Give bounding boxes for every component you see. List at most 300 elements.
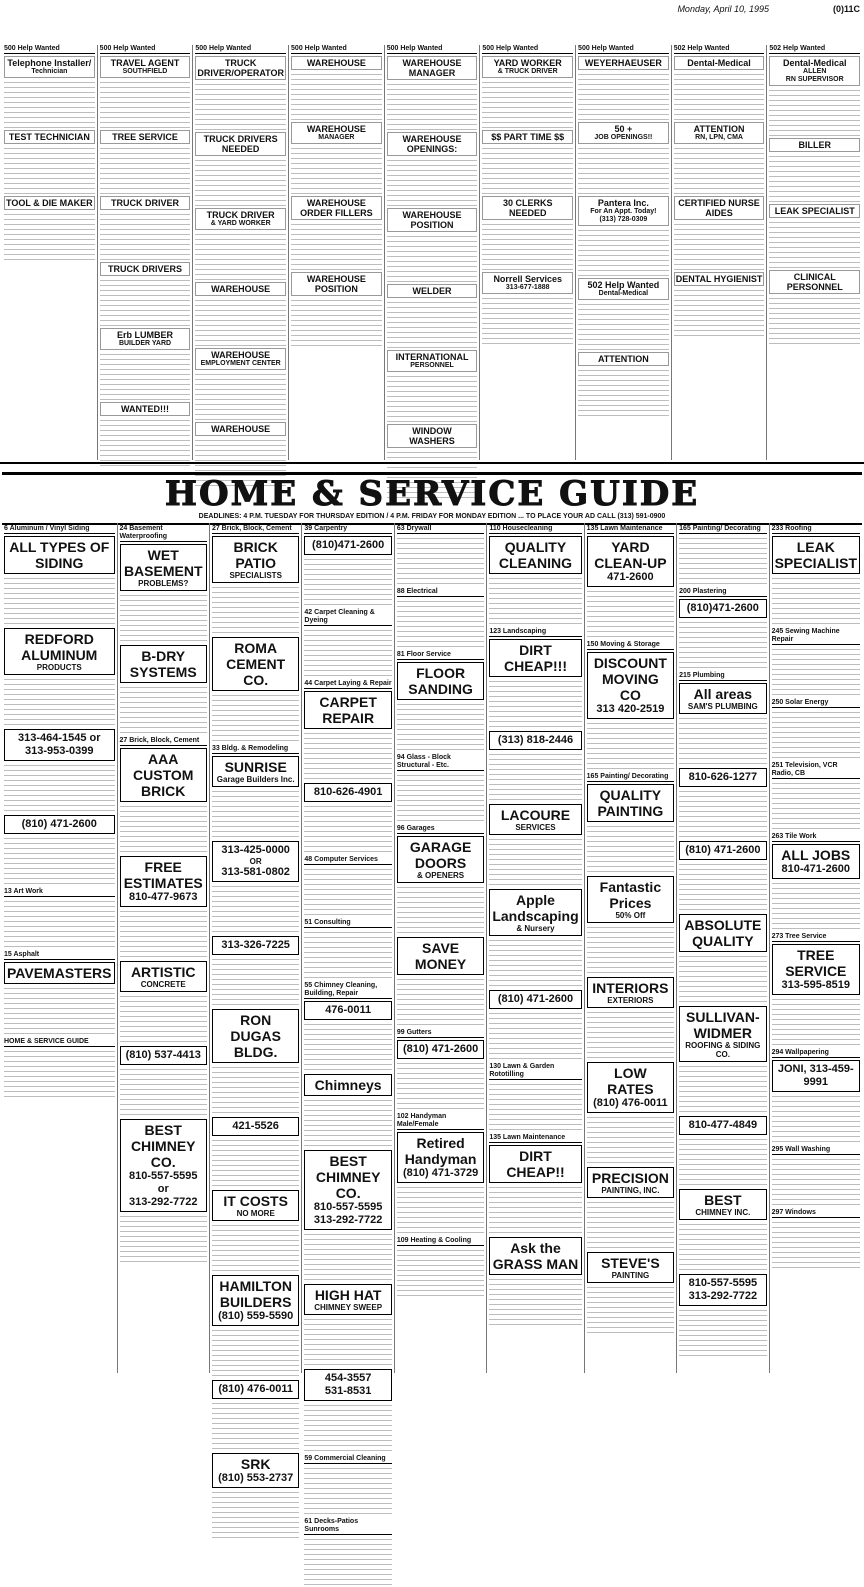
ad-line: & Nursery bbox=[516, 924, 555, 933]
ad-body-text bbox=[679, 862, 766, 912]
ad-line: 810-557-5595 or bbox=[128, 1170, 198, 1195]
classified-ad bbox=[291, 196, 382, 220]
ad-body-text bbox=[4, 80, 95, 130]
service-ad bbox=[212, 756, 299, 787]
ad-body-text bbox=[674, 72, 765, 122]
service-ad bbox=[120, 1046, 207, 1065]
ad-line: Telephone Installer/ bbox=[7, 58, 92, 68]
ad-line: PRODUCTS bbox=[36, 663, 82, 672]
ad-body-text bbox=[587, 721, 674, 771]
service-ad bbox=[304, 1369, 391, 1401]
ad-line: (810) 471-3729 bbox=[402, 1167, 479, 1179]
classified-ad bbox=[100, 402, 191, 416]
column-heading: 502 Help Wanted bbox=[769, 45, 860, 54]
ad-body-text bbox=[679, 954, 766, 1004]
ad-line: SOUTHFIELD bbox=[122, 68, 168, 75]
service-ad bbox=[304, 783, 391, 802]
ad-body-text bbox=[578, 72, 669, 122]
ad-body-text bbox=[578, 302, 669, 352]
classified-ad bbox=[100, 328, 191, 350]
category-heading: 123 Landscaping bbox=[489, 628, 581, 637]
ad-line: ROOFING & SIDING CO. bbox=[685, 1041, 761, 1059]
ad-line: ALL TYPES OF SIDING bbox=[9, 539, 110, 571]
service-ad bbox=[212, 1380, 299, 1399]
ad-body-text bbox=[120, 909, 207, 959]
ad-line: B-DRY SYSTEMS bbox=[129, 648, 197, 680]
ad-line: SRK bbox=[240, 1456, 271, 1472]
ad-line: TRAVEL AGENT bbox=[110, 58, 180, 68]
ad-body-text bbox=[772, 647, 860, 697]
ad-line: (810)471-2600 bbox=[686, 602, 759, 614]
category-heading: 273 Tree Service bbox=[772, 933, 860, 942]
service-ad bbox=[679, 1274, 766, 1306]
ad-body-text bbox=[4, 899, 115, 949]
ad-line: TRUCK DRIVER bbox=[111, 198, 180, 208]
ad-line: WAREHOUSE POSITION bbox=[306, 274, 366, 294]
service-column bbox=[585, 523, 677, 1373]
ad-line: & TRUCK DRIVER bbox=[497, 68, 558, 75]
ad-line: (810) 476-0011 bbox=[593, 1097, 668, 1109]
ad-line: CERTIFIED NURSE AIDES bbox=[678, 198, 760, 218]
ad-line: DENTAL HYGIENIST bbox=[675, 274, 763, 284]
ad-line: ALLEN bbox=[803, 68, 827, 75]
service-column bbox=[770, 523, 862, 1373]
ad-line: Pantera Inc. bbox=[597, 198, 649, 208]
ad-line: CARPET REPAIR bbox=[319, 694, 377, 726]
ad-line: QUALITY PAINTING bbox=[597, 787, 664, 819]
service-guide-section bbox=[2, 523, 862, 1533]
service-ad bbox=[489, 804, 581, 835]
classified-ad bbox=[578, 278, 669, 300]
category-heading: 15 Asphalt bbox=[4, 951, 115, 960]
classified-ad bbox=[291, 272, 382, 296]
ad-line: TEST TECHNICIAN bbox=[8, 132, 90, 142]
service-ad bbox=[4, 962, 115, 984]
ad-body-text bbox=[100, 278, 191, 328]
classified-ad bbox=[4, 130, 95, 144]
classified-ad bbox=[195, 348, 286, 370]
column-heading: 500 Help Wanted bbox=[482, 45, 573, 54]
ad-line: DISCOUNT MOVING CO bbox=[593, 655, 667, 703]
ad-line: Dental-Medical bbox=[782, 58, 847, 68]
service-ad bbox=[772, 536, 860, 574]
ad-body-text bbox=[674, 222, 765, 272]
ad-line: BEST bbox=[704, 1192, 742, 1208]
ad-line: For An Appt. Today! bbox=[590, 208, 657, 215]
ad-line: WEYERHAEUSER bbox=[584, 58, 662, 68]
ad-body-text bbox=[587, 589, 674, 639]
ad-body-text bbox=[120, 804, 207, 854]
ad-body-text bbox=[397, 885, 484, 935]
classified-ad bbox=[195, 422, 286, 436]
service-ad bbox=[212, 841, 299, 882]
ad-line: YARD CLEAN-UP bbox=[594, 539, 667, 571]
ad-body-text bbox=[120, 593, 207, 643]
ad-body-text bbox=[387, 300, 478, 350]
ad-body-text bbox=[212, 1065, 299, 1115]
ad-line: WAREHOUSE bbox=[306, 58, 366, 68]
ad-body-text bbox=[387, 234, 478, 284]
classified-ad bbox=[195, 56, 286, 80]
column-heading: 500 Help Wanted bbox=[387, 45, 478, 54]
ad-body-text bbox=[304, 1537, 391, 1587]
classified-ad bbox=[674, 272, 765, 286]
help-wanted-column bbox=[576, 45, 672, 460]
ad-body-text bbox=[387, 158, 478, 208]
ad-line: SPECIALISTS bbox=[229, 571, 282, 580]
ad-body-text bbox=[578, 228, 669, 278]
service-ad bbox=[120, 645, 207, 683]
ad-line: CLINICAL PERSONNEL bbox=[786, 272, 843, 292]
ad-line: 810-477-4849 bbox=[688, 1119, 758, 1131]
ad-body-text bbox=[772, 1094, 860, 1144]
ad-body-text bbox=[489, 752, 581, 802]
ad-line: 313-595-8519 bbox=[781, 979, 851, 991]
ad-line: Ask the GRASS MAN bbox=[492, 1240, 579, 1272]
service-ad bbox=[304, 1001, 391, 1020]
ad-line: WAREHOUSE MANAGER bbox=[402, 58, 462, 78]
ad-line: 810-626-1277 bbox=[688, 771, 758, 783]
ad-line: All areas bbox=[693, 686, 753, 702]
ad-line: REDFORD ALUMINUM bbox=[21, 631, 98, 663]
ad-line: PROBLEMS? bbox=[138, 579, 189, 588]
service-ad bbox=[587, 784, 674, 822]
service-ad bbox=[212, 536, 299, 583]
category-heading: 88 Electrical bbox=[397, 588, 484, 597]
ad-line: INTERNATIONAL bbox=[395, 352, 469, 362]
service-column bbox=[210, 523, 302, 1484]
ad-line: 313-326-7225 bbox=[221, 939, 290, 951]
category-heading: 251 Television, VCR Radio, CB bbox=[772, 762, 860, 779]
classified-ad bbox=[674, 196, 765, 220]
ad-line: AAA CUSTOM BRICK bbox=[133, 751, 194, 799]
category-heading: HOME & SERVICE GUIDE bbox=[4, 1038, 115, 1047]
service-ad bbox=[397, 1040, 484, 1059]
service-ad bbox=[587, 1167, 674, 1198]
ad-body-text bbox=[100, 418, 191, 468]
service-ad bbox=[4, 628, 115, 675]
service-column bbox=[118, 523, 210, 1373]
ad-line: CONCRETE bbox=[140, 980, 186, 989]
category-heading: 135 Lawn Maintenance bbox=[489, 1134, 581, 1143]
ad-body-text bbox=[304, 628, 391, 678]
classified-ad bbox=[769, 204, 860, 218]
column-heading: 500 Help Wanted bbox=[291, 45, 382, 54]
ad-body-text bbox=[4, 576, 115, 626]
ad-body-text bbox=[397, 773, 484, 823]
ad-body-text bbox=[304, 1403, 391, 1453]
ad-body-text bbox=[291, 222, 382, 272]
classified-ad bbox=[674, 56, 765, 70]
ad-body-text bbox=[212, 789, 299, 839]
ad-body-text bbox=[679, 1308, 766, 1358]
help-wanted-column bbox=[289, 45, 385, 460]
service-ad bbox=[4, 815, 115, 834]
ad-line: NO MORE bbox=[236, 1209, 275, 1218]
category-heading: 295 Wall Washing bbox=[772, 1146, 860, 1155]
service-ad bbox=[587, 1252, 674, 1283]
classified-ad bbox=[482, 56, 573, 78]
ad-line: (810) 559-5590 bbox=[218, 1310, 294, 1322]
ad-line: EXTERIORS bbox=[607, 996, 654, 1005]
ad-body-text bbox=[489, 1277, 581, 1327]
category-heading: 33 Bldg. & Remodeling bbox=[212, 745, 299, 754]
ad-body-text bbox=[212, 693, 299, 743]
ad-body-text bbox=[397, 977, 484, 1027]
classified-ad bbox=[482, 272, 573, 294]
service-ad bbox=[679, 841, 766, 860]
ad-line: Apple Landscaping bbox=[492, 892, 579, 924]
ad-line: (810) 537-4413 bbox=[125, 1049, 201, 1061]
ad-body-text bbox=[304, 867, 391, 917]
classified-ad bbox=[769, 138, 860, 152]
ad-line: (313) 728-0309 bbox=[599, 216, 648, 223]
classified-ad bbox=[482, 130, 573, 144]
ad-line: 50 + bbox=[614, 124, 633, 134]
ad-line: TREE SERVICE bbox=[785, 947, 847, 979]
category-heading: 165 Painting/ Decorating bbox=[679, 525, 766, 534]
ad-body-text bbox=[769, 296, 860, 346]
ad-body-text bbox=[482, 222, 573, 272]
ad-body-text bbox=[769, 88, 860, 138]
ad-body-text bbox=[304, 930, 391, 980]
ad-line: IT COSTS bbox=[223, 1193, 288, 1209]
ad-body-text bbox=[489, 1185, 581, 1235]
service-ad bbox=[120, 856, 207, 907]
ad-line: PAINTING, INC. bbox=[601, 1186, 660, 1195]
service-column bbox=[2, 523, 118, 1373]
service-ad bbox=[120, 544, 207, 591]
ad-line: Chimneys bbox=[314, 1077, 382, 1093]
ad-body-text bbox=[120, 685, 207, 735]
ad-line: QUALITY CLEANING bbox=[498, 539, 573, 571]
ad-line: TRUCK DRIVERS NEEDED bbox=[203, 134, 278, 154]
ad-body-text bbox=[212, 1401, 299, 1451]
classified-ad bbox=[100, 262, 191, 276]
service-ad bbox=[120, 961, 207, 992]
ad-body-text bbox=[587, 925, 674, 975]
classified-ad bbox=[578, 56, 669, 70]
category-heading: 42 Carpet Cleaning & Dyeing bbox=[304, 609, 391, 626]
classified-ad bbox=[387, 208, 478, 232]
ad-line: ATTENTION bbox=[597, 354, 649, 364]
category-heading: 250 Solar Energy bbox=[772, 699, 860, 708]
ad-line: SULLIVAN-WIDMER bbox=[686, 1009, 760, 1041]
ad-body-text bbox=[291, 72, 382, 122]
ad-line: 313-425-0000 bbox=[221, 844, 290, 856]
service-ad bbox=[489, 990, 581, 1009]
ad-line: (810) 471-2600 bbox=[402, 1043, 479, 1055]
section-rule bbox=[0, 462, 864, 464]
ad-body-text bbox=[772, 781, 860, 831]
column-heading: 500 Help Wanted bbox=[578, 45, 669, 54]
ad-line: PERSONNEL bbox=[410, 362, 454, 369]
classified-ad bbox=[674, 122, 765, 144]
service-ad bbox=[212, 1275, 299, 1326]
ad-body-text bbox=[120, 1214, 207, 1264]
ad-line: PRECISION bbox=[591, 1170, 669, 1186]
ad-body-text bbox=[304, 1232, 391, 1282]
service-ad bbox=[679, 1006, 766, 1062]
category-heading: 215 Plumbing bbox=[679, 672, 766, 681]
ad-body-text bbox=[212, 957, 299, 1007]
ad-line: WAREHOUSE POSITION bbox=[402, 210, 462, 230]
ad-line: 421-5526 bbox=[232, 1120, 279, 1132]
category-heading: 96 Garages bbox=[397, 825, 484, 834]
service-column bbox=[302, 523, 394, 1533]
ad-body-text bbox=[100, 80, 191, 130]
ad-body-text bbox=[772, 1220, 860, 1270]
ad-line: WAREHOUSE bbox=[306, 124, 366, 134]
ad-line: JONI, 313-459-9991 bbox=[777, 1063, 854, 1088]
ad-body-text bbox=[587, 1285, 674, 1335]
classified-ad bbox=[195, 282, 286, 296]
ad-line: LACOURE bbox=[500, 807, 571, 823]
ad-body-text bbox=[4, 763, 115, 813]
ad-body-text bbox=[304, 804, 391, 854]
ad-body-text bbox=[397, 1185, 484, 1235]
ad-line: (810) 471-2600 bbox=[685, 844, 761, 856]
category-heading: 27 Brick, Block, Cement bbox=[120, 737, 207, 746]
ad-line: 313-292-7722 bbox=[313, 1214, 383, 1226]
category-heading: 99 Gutters bbox=[397, 1029, 484, 1038]
ad-line: ATTENTION bbox=[693, 124, 745, 134]
service-ad bbox=[489, 639, 581, 677]
ad-body-text bbox=[679, 1222, 766, 1272]
ad-body-text bbox=[482, 146, 573, 196]
ad-body-text bbox=[304, 1022, 391, 1072]
service-ad bbox=[4, 536, 115, 574]
ad-line: 810-471-2600 bbox=[781, 863, 851, 875]
ad-body-text bbox=[212, 585, 299, 635]
ad-body-text bbox=[4, 212, 95, 262]
service-ad bbox=[4, 729, 115, 761]
ad-line: 313-292-7722 bbox=[128, 1196, 198, 1208]
ad-line: BRICK PATIO bbox=[233, 539, 278, 571]
ad-body-text bbox=[679, 789, 766, 839]
masthead bbox=[0, 4, 864, 16]
ad-line: WELDER bbox=[412, 286, 452, 296]
ad-line: 313 420-2519 bbox=[596, 703, 665, 715]
ad-body-text bbox=[4, 986, 115, 1036]
classified-ad bbox=[195, 132, 286, 156]
ad-body-text bbox=[397, 1248, 484, 1298]
service-ad bbox=[212, 1117, 299, 1136]
classified-ad bbox=[482, 196, 573, 220]
ad-line: FREE ESTIMATES bbox=[123, 859, 203, 891]
ad-body-text bbox=[387, 82, 478, 132]
ad-line: RN, LPN, CMA bbox=[695, 134, 743, 141]
ad-line: Dental-Medical bbox=[687, 58, 751, 68]
service-ad bbox=[679, 768, 766, 787]
ad-line: 313-677-1888 bbox=[505, 284, 550, 291]
ad-body-text bbox=[120, 994, 207, 1044]
classified-ad bbox=[387, 284, 478, 298]
ad-body-text bbox=[769, 154, 860, 204]
ad-body-text bbox=[291, 298, 382, 348]
ad-body-text bbox=[489, 679, 581, 729]
classified-ad bbox=[100, 56, 191, 78]
classified-ad bbox=[387, 350, 478, 372]
ad-line: 810-557-5595 bbox=[313, 1201, 383, 1213]
ad-line: SUNRISE bbox=[224, 759, 287, 775]
ad-line: Technician bbox=[31, 68, 68, 75]
category-heading: 63 Drywall bbox=[397, 525, 484, 534]
classified-ad bbox=[291, 56, 382, 70]
ad-line: WAREHOUSE bbox=[211, 424, 271, 434]
ad-line: TREE SERVICE bbox=[112, 132, 178, 142]
classified-ad bbox=[769, 270, 860, 294]
classified-ad bbox=[100, 196, 191, 210]
ad-line: BILLER bbox=[798, 140, 831, 150]
ad-body-text bbox=[578, 146, 669, 196]
service-column bbox=[677, 523, 769, 1373]
ad-line: FLOOR SANDING bbox=[408, 665, 473, 697]
ad-line: 313-464-1545 or bbox=[17, 732, 101, 744]
ad-body-text bbox=[489, 1082, 581, 1132]
category-heading: 200 Plastering bbox=[679, 588, 766, 597]
ad-body-text bbox=[195, 232, 286, 282]
ad-line: CHIMNEY SWEEP bbox=[314, 1303, 383, 1312]
service-ad bbox=[489, 536, 581, 574]
service-ad bbox=[397, 1132, 484, 1183]
category-heading: 135 Lawn Maintenance bbox=[587, 525, 674, 534]
ad-line: 502 Help Wanted bbox=[587, 280, 660, 290]
ad-line: (810) 471-2600 bbox=[497, 993, 574, 1005]
category-heading: 48 Computer Services bbox=[304, 856, 391, 865]
ad-body-text bbox=[587, 1200, 674, 1250]
masthead-page: (0)11C bbox=[832, 4, 860, 14]
ad-body-text bbox=[304, 1098, 391, 1148]
ad-body-text bbox=[397, 599, 484, 649]
service-ad bbox=[304, 1284, 391, 1315]
ad-body-text bbox=[772, 881, 860, 931]
ad-line: RON DUGAS BLDG. bbox=[230, 1012, 281, 1060]
service-ad bbox=[587, 652, 674, 719]
service-column bbox=[487, 523, 584, 1373]
ad-body-text bbox=[397, 536, 484, 586]
ad-line: 313-581-0802 bbox=[221, 866, 290, 878]
masthead-date: Monday, April 10, 1995 bbox=[677, 4, 769, 14]
ad-body-text bbox=[212, 1138, 299, 1188]
help-wanted-section bbox=[2, 45, 862, 460]
category-heading: 81 Floor Service bbox=[397, 651, 484, 660]
ad-line: WAREHOUSE bbox=[211, 284, 271, 294]
ad-body-text bbox=[679, 1064, 766, 1114]
ad-body-text bbox=[291, 146, 382, 196]
ad-line: WINDOW WASHERS bbox=[409, 426, 455, 446]
ad-line: SAM'S PLUMBING bbox=[687, 702, 758, 711]
ad-line: SERVICES bbox=[515, 823, 556, 832]
service-ad bbox=[397, 662, 484, 700]
ad-body-text bbox=[489, 1011, 581, 1061]
ad-line: JOB OPENINGS!! bbox=[594, 134, 653, 141]
classified-ad bbox=[578, 196, 669, 226]
ad-line: WET BASEMENT bbox=[123, 547, 203, 579]
ad-body-text bbox=[100, 146, 191, 196]
category-heading: 13 Art Work bbox=[4, 888, 115, 897]
service-ad bbox=[489, 731, 581, 750]
service-ad bbox=[212, 637, 299, 691]
ad-line: GARAGE DOORS bbox=[409, 839, 472, 871]
category-heading: 263 Tile Work bbox=[772, 833, 860, 842]
banner-title: HOME & SERVICE GUIDE bbox=[164, 474, 700, 514]
category-heading: 24 Basement Waterproofing bbox=[120, 525, 207, 542]
category-heading: 59 Commercial Cleaning bbox=[304, 1455, 391, 1464]
ad-body-text bbox=[489, 938, 581, 988]
column-heading: 500 Help Wanted bbox=[195, 45, 286, 54]
ad-body-text bbox=[100, 212, 191, 262]
